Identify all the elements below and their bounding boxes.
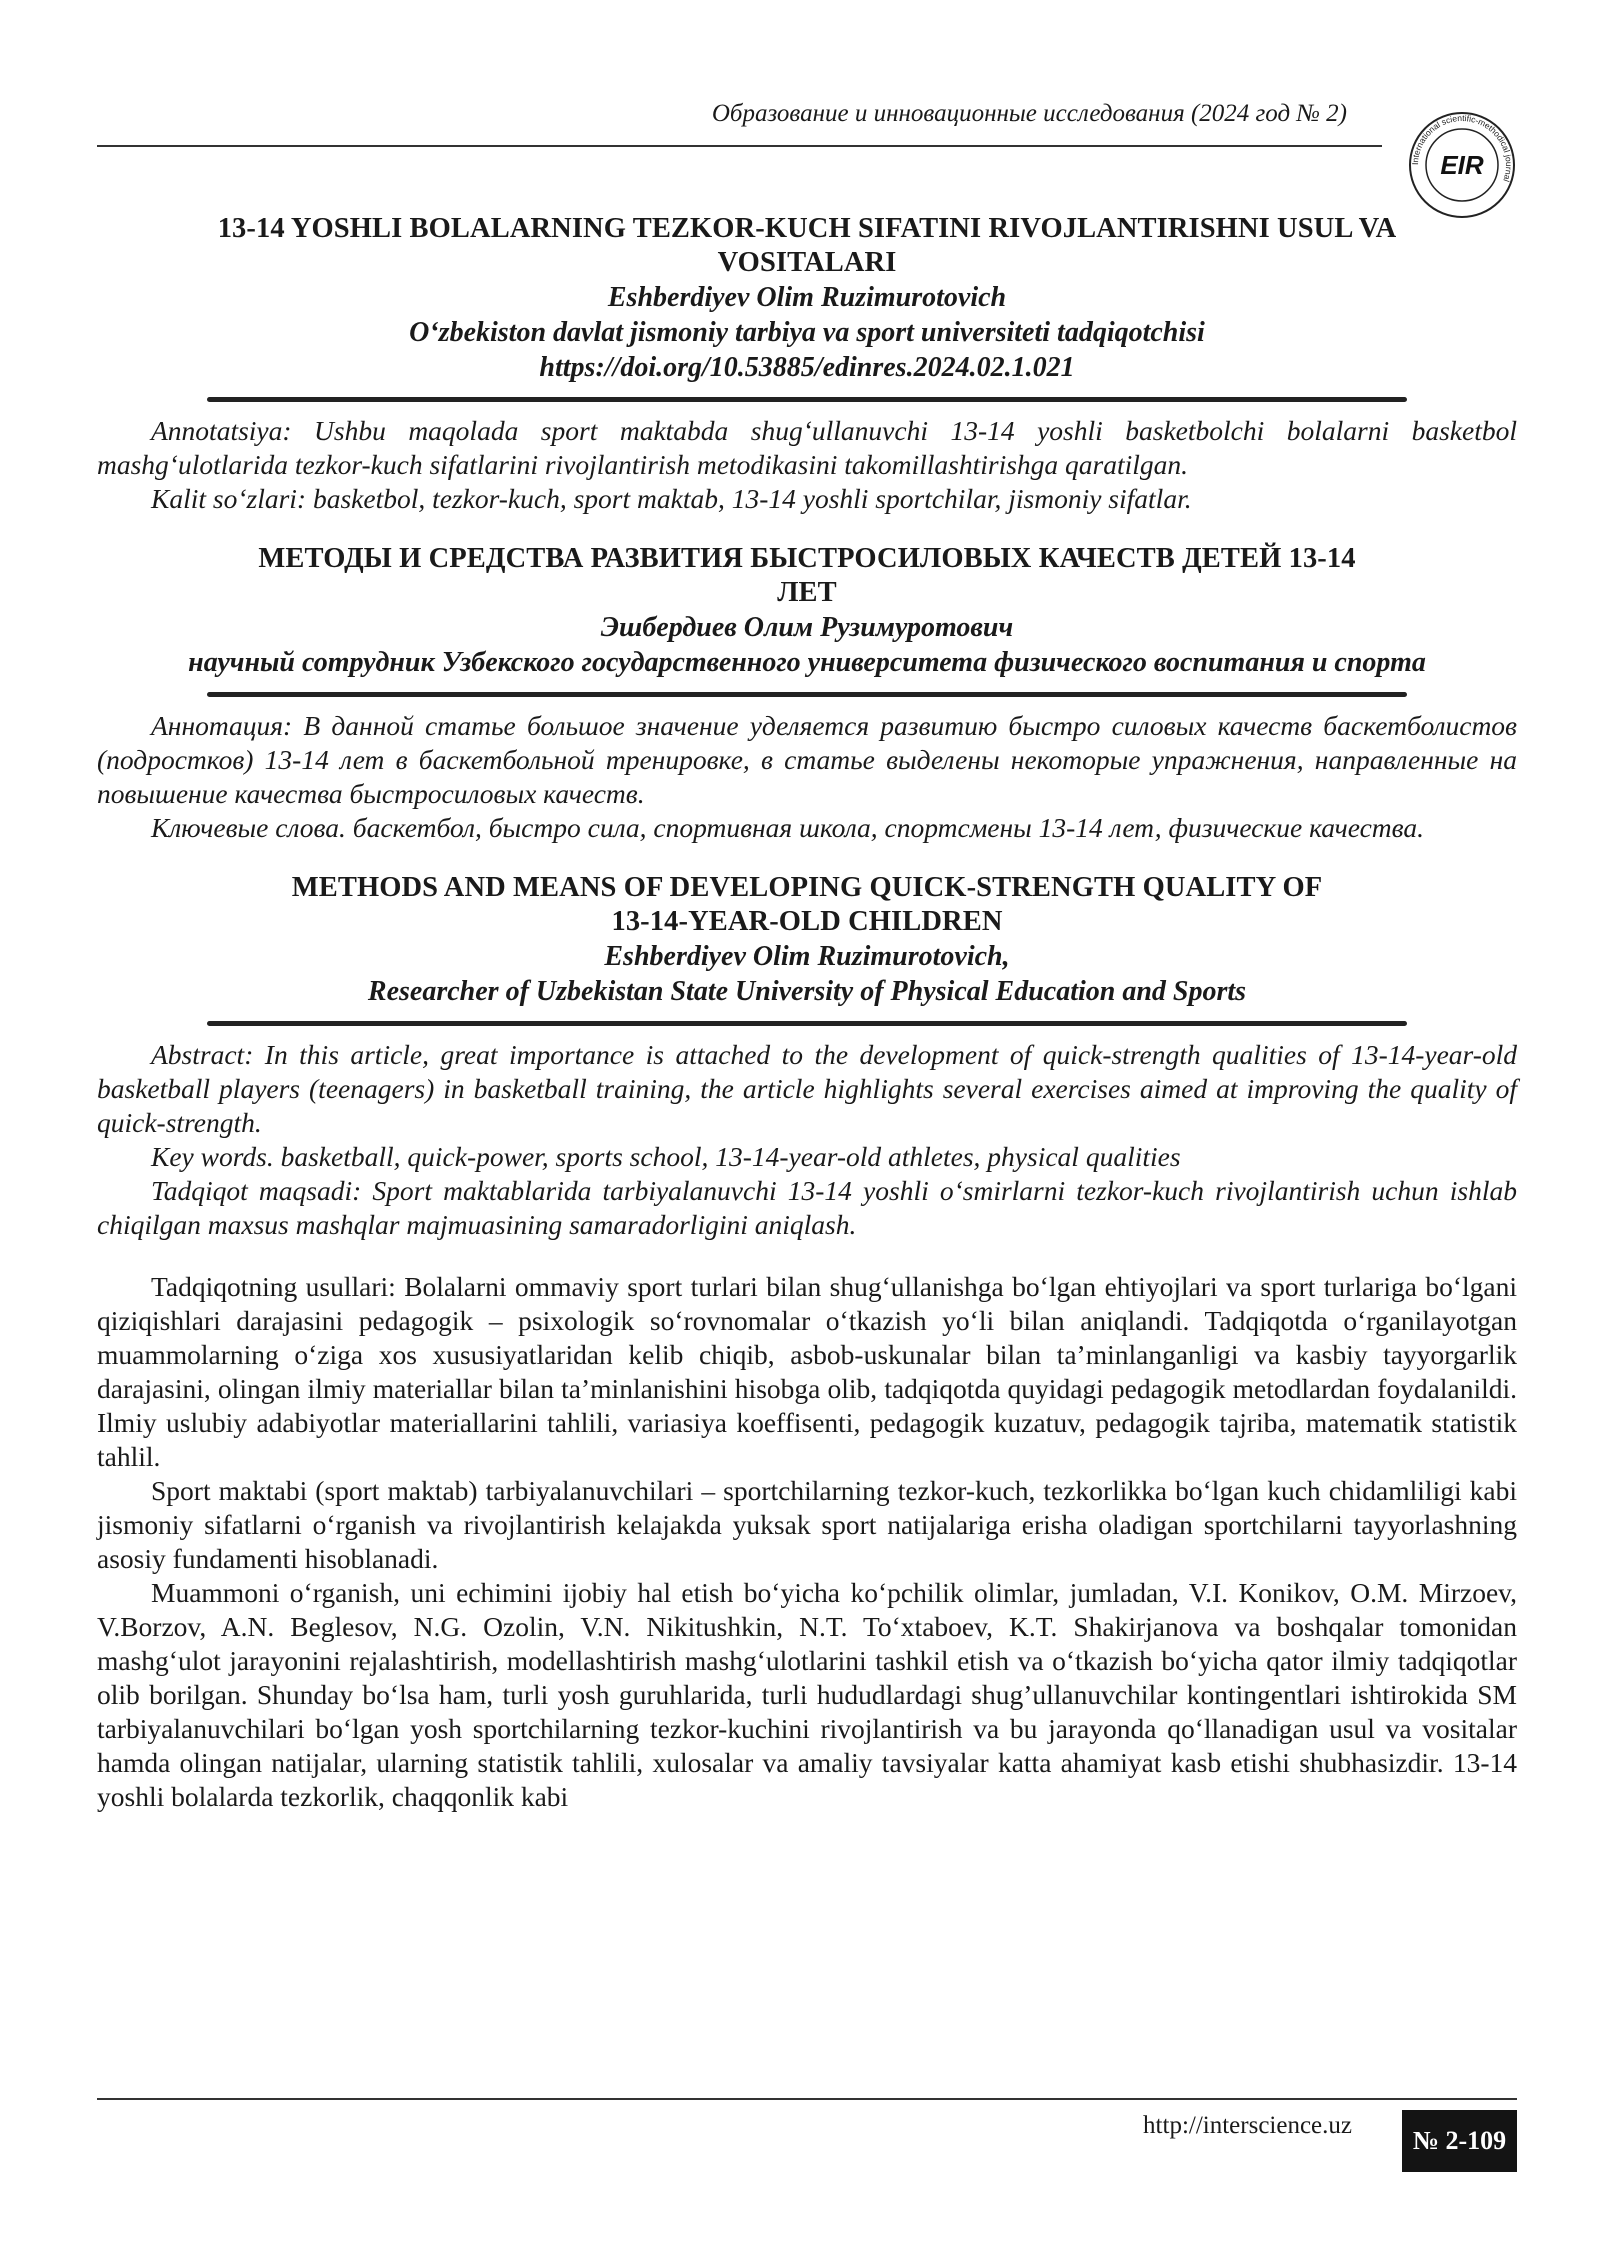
ru-author: Эшбердиев Олим Рузимуротович [600,612,1014,643]
doi-link[interactable]: https://doi.org/10.53885/edinres.2024.02.1.021 [539,352,1075,383]
svg-text:EIR: EIR [1440,150,1484,180]
page-number-badge: № 2-109 [1402,2110,1517,2172]
uz-affiliation: O‘zbekiston davlat jismoniy tarbiya va sport universiteti tadqiqotchisi [409,317,1205,348]
en-affiliation: Researcher of Uzbekistan State University of Physical Education and Sports [367,976,1247,1007]
en-title: METHODS AND MEANS OF DEVELOPING QUICK-STRENGTH QUALITY OF 13-14-YEAR-OLD CHILDREN [291,872,1323,937]
uz-keywords: Kalit so‘zlari: basketbol, tezkor-kuch, sport maktab, 13-14 yoshli sportchilar, jismoniy sifatlar. [151,483,1192,514]
ru-heading-block [97,542,1517,680]
footer-rule [97,2098,1517,2100]
section-rule [207,1021,1407,1026]
body-paragraph-2: Sport maktabi (sport maktab) tarbiyalanuvchilari – sportchilarning tezkor-kuch, tezkorlikka bo‘lgan kuch chidamliligi kabi jismoniy sifatlarni o‘rganish va rivojlantirish kelajakda yuksak sport natijalariga erisha oladigan sportchilarni tayyorlashning asosiy fundamenti hisoblanadi. [97,1475,1517,1574]
ru-keywords: Ключевые слова. баскетбол, быстро сила, спортивная школа, спортсмены 13-14 лет, физические качества. [151,812,1425,843]
uz-heading-block [97,212,1517,385]
article [97,212,1517,1814]
body-paragraph-1: Tadqiqotning usullari: Bolalarni ommaviy sport turlari bilan shug‘ullanishga bo‘lgan ehtiyojlari va sport turlariga bo‘lgani qiziqishlari darajasini pedagogik – psixologik so‘rovnomalar o‘tkazish yo‘li bilan aniqlandi. Tadqiqotda o‘rganilayotgan muammolarning o‘ziga xos xususiyatlaridan kelib chiqib, asbob-uskunalar bilan ta’minlanganligi va kasbiy tayyorgarlik darajasini, olingan ilmiy materiallar bilan ta’minlanishini hisobga olib, tadqiqotda quyidagi pedagogik metodlardan foydalanildi. Ilmiy uslubiy adabiyotlar materiallarini tahlili, variasiya koeffisenti, pedagogik kuzatuv, pedagogik tajriba, matematik statistik tahlil. [97,1271,1517,1472]
running-header: Образование и инновационные исследования (2024 год № 2) [711,100,1347,127]
body-paragraph-3: Muammoni o‘rganish, uni echimini ijobiy hal etish bo‘yicha ko‘pchilik olimlar, jumladan, V.I. Konikov, O.M. Mirzoev, V.Borzov, A.N. Beglesov, N.G. Ozolin, V.N. Nikitushkin, N.T. To‘xtaboev, K.T. Shakirjanova va boshqalar tomonidan mashg‘ulot jarayonini rejalashtirish, modellashtirish mashg‘ulotlarini tashkil etish va o‘tkazish bo‘yicha qator ilmiy tadqiqotlar olib borilgan. Shunday bo‘lsa ham, turli yosh guruhlarida, turli hududlardagi shug’ullanuvchilar kontingentlari ishtirokida SM tarbiyalanuvchilari bo‘lgan yosh sportchilarning tezkor-kuchini rivojlantirish va bu jarayonda qo‘llanadigan usul va vositalar hamda olingan natijalar, ularning statistik tahlili, xulosalar va amaliy tavsiyalar katta ahamiyat kasb etishi shubhasizdir. 13-14 yoshli bolalarda tezkorlik, chaqqonlik kabi [97,1577,1517,1812]
footer-url-link[interactable]: http://interscience.uz [1143,2112,1352,2139]
uz-abstract: Annotatsiya: Ushbu maqolada sport maktabda shug‘ullanuvchi 13-14 yoshli basketbolchi bolalarni basketbol mashg‘ulotlarida tezkor-kuch sifatlarini rivojlantirish metodikasini takomillashtirishga qaratilgan. [97,415,1517,480]
section-rule [207,692,1407,697]
research-aim: Tadqiqot maqsadi: Sport maktablarida tarbiyalanuvchi 13-14 yoshli o‘smirlarni tezkor-kuch rivojlantirish uchun ishlab chiqilgan maxsus mashqlar majmuasining samaradorligini aniqlash. [97,1175,1517,1240]
en-keywords: Key words. basketball, quick-power, sports school, 13-14-year-old athletes, physical qualities [151,1141,1181,1172]
en-heading-block [97,871,1517,1009]
section-rule [207,397,1407,402]
en-author: Eshberdiyev Olim Ruzimurotovich, [604,941,1010,972]
svg-text:International scientific-metho: International scientific-methodical journal [1409,112,1515,184]
ru-abstract: Аннотация: В данной статье большое значение уделяется развитию быстро силовых качеств баскетболистов (подростков) 13-14 лет в баскетбольной тренировке, в статье выделены некоторые упражнения, направленные на повышение качества быстросиловых качеств. [97,710,1517,809]
journal-logo-icon [1407,110,1517,220]
ru-affiliation: научный сотрудник Узбекского государственного университета физического воспитания и спорта [188,647,1426,678]
uz-author: Eshberdiyev Olim Ruzimurotovich [607,282,1007,313]
en-abstract: Abstract: In this article, great importance is attached to the development of quick-strength qualities of 13-14-year-old basketball players (teenagers) in basketball training, the article highlights several exercises aimed at improving the quality of quick-strength. [97,1039,1517,1138]
uz-title: 13-14 YOSHLI BOLALARNING TEZKOR-KUCH SIFATINI RIVOJLANTIRISHNI USUL VA VOSITALARI [217,213,1397,278]
ru-title: МЕТОДЫ И СРЕДСТВА РАЗВИТИЯ БЫСТРОСИЛОВЫХ КАЧЕСТВ ДЕТЕЙ 13-14 ЛЕТ [258,543,1356,608]
header-rule [97,145,1382,147]
